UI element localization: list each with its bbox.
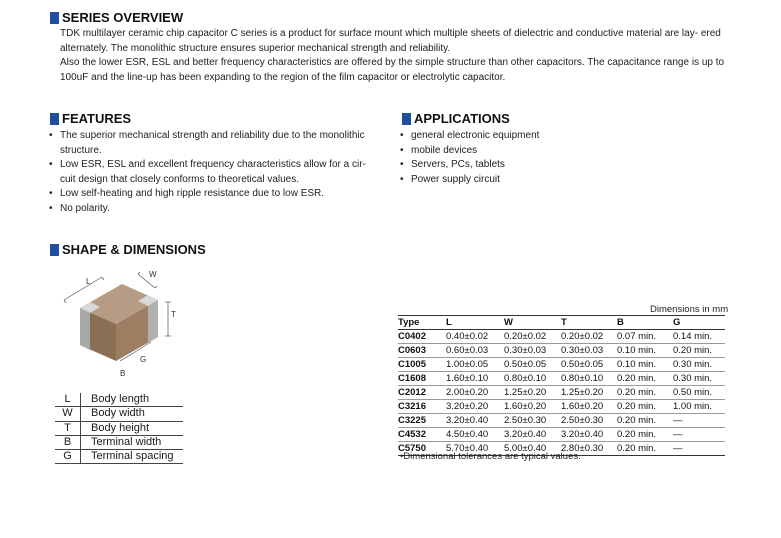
applications-item: • Servers, PCs, tablets xyxy=(400,158,700,173)
overview-paragraph-2: Also the lower ESR, ESL and better frequency characteristics are offered by the simple structure than other capacitors. The capacitance range is up to 100uF and the line-up has been expanding to the region of the film capacitor or electrolytic capacitor. xyxy=(60,57,725,83)
dimension-cell: 3.20±0.40 xyxy=(446,414,504,428)
type-cell: C0603 xyxy=(398,344,446,358)
label-g: G xyxy=(140,355,147,364)
label-b: B xyxy=(120,369,126,378)
table-row xyxy=(398,372,725,386)
dimension-cell: 3.20±0.20 xyxy=(446,400,504,414)
dimension-cell: 0.30±0.03 xyxy=(504,344,561,358)
type-cell: C1005 xyxy=(398,358,446,372)
dimension-cell: 0.10 min. xyxy=(617,344,673,358)
legend-symbol: W xyxy=(55,407,81,420)
dimension-legend xyxy=(55,393,183,464)
features-item: • The superior mechanical strength and reliability due to the monolithic structure. xyxy=(49,129,384,158)
series-overview-heading xyxy=(50,10,183,25)
applications-list xyxy=(400,129,700,187)
legend-row xyxy=(55,407,183,421)
dimensions-caption: Dimensions in mm xyxy=(650,304,729,315)
applications-heading xyxy=(402,111,510,126)
dimension-cell: 0.20 min. xyxy=(673,344,725,358)
legend-description: Body width xyxy=(91,407,145,420)
type-cell: C4532 xyxy=(398,428,446,442)
dimension-cell: 0.20±0.02 xyxy=(561,330,617,344)
features-list xyxy=(49,129,384,217)
series-overview-text xyxy=(60,27,740,85)
terminal-front-left xyxy=(80,308,90,350)
section-marker-icon xyxy=(50,244,59,256)
features-title: FEATURES xyxy=(62,111,132,126)
table-row xyxy=(398,414,725,428)
legend-description: Body height xyxy=(91,421,150,434)
shape-dimensions-heading xyxy=(50,242,206,257)
dimension-cell: 1.00±0.05 xyxy=(446,358,504,372)
dimension-cell: — xyxy=(673,442,725,456)
dimension-cell: 0.80±0.10 xyxy=(504,372,561,386)
table-row xyxy=(398,330,725,344)
legend-row xyxy=(55,422,183,436)
dimension-cell: 0.20 min. xyxy=(617,372,673,386)
dimension-cell: 1.25±0.20 xyxy=(504,386,561,400)
dimension-cell: 0.07 min. xyxy=(617,330,673,344)
column-header: W xyxy=(504,316,561,330)
features-item: • Low self-heating and high ripple resistance due to low ESR. xyxy=(49,187,384,202)
legend-symbol: B xyxy=(55,436,81,449)
label-w: W xyxy=(149,270,157,279)
section-marker-icon xyxy=(50,12,59,24)
column-header: L xyxy=(446,316,504,330)
dimension-cell: 1.60±0.20 xyxy=(561,400,617,414)
dimension-cell: 2.80±0.30 xyxy=(561,442,617,456)
table-row xyxy=(398,386,725,400)
type-cell: C5750 xyxy=(398,442,446,456)
type-cell: C3216 xyxy=(398,400,446,414)
dimension-cell: 3.20±0.40 xyxy=(561,428,617,442)
features-item: • Low ESR, ESL and excellent frequency characteristics allow for a cir- cuit design that closely conforms to theoretical values. xyxy=(49,158,384,187)
features-item: • No polarity. xyxy=(49,202,384,217)
dimension-cell: 1.60±0.10 xyxy=(446,372,504,386)
dimensions-table xyxy=(398,315,725,456)
applications-item: • Power supply circuit xyxy=(400,173,700,188)
column-header: T xyxy=(561,316,617,330)
legend-description: Body length xyxy=(91,393,150,405)
dimensions-table-body xyxy=(398,330,725,456)
dimension-cell: 0.40±0.02 xyxy=(446,330,504,344)
dimension-cell: 5.70±0.40 xyxy=(446,442,504,456)
type-cell: C0402 xyxy=(398,330,446,344)
dimension-cell: 0.80±0.10 xyxy=(561,372,617,386)
column-header: B xyxy=(617,316,673,330)
dimensions-note: •Dimensional tolerances are typical values. xyxy=(400,451,581,462)
dimension-cell: 1.60±0.20 xyxy=(504,400,561,414)
type-cell: C2012 xyxy=(398,386,446,400)
applications-item: • mobile devices xyxy=(400,144,700,159)
dimension-cell: — xyxy=(673,428,725,442)
legend-description: Terminal spacing xyxy=(91,450,174,463)
dimension-cell: 4.50±0.40 xyxy=(446,428,504,442)
table-row xyxy=(398,428,725,442)
dimension-cell: 0.30 min. xyxy=(673,372,725,386)
overview-paragraph-1: TDK multilayer ceramic chip capacitor C series is a product for surface mount which multiple sheets of dielectric and conductive material are lay- ered alternately. The monolithic structure ensures superior mechanical strength and reliability. xyxy=(60,28,721,54)
label-t: T xyxy=(171,310,176,319)
dimension-cell: 0.10 min. xyxy=(617,358,673,372)
dimension-cell: 0.20 min. xyxy=(617,386,673,400)
legend-row xyxy=(55,393,183,407)
legend-row xyxy=(55,450,183,464)
dimension-cell: — xyxy=(673,414,725,428)
dimension-cell: 0.30±0.03 xyxy=(561,344,617,358)
series-overview-title: SERIES OVERVIEW xyxy=(62,10,184,25)
legend-symbol: T xyxy=(55,422,81,435)
applications-title: APPLICATIONS xyxy=(414,111,510,126)
section-marker-icon xyxy=(402,113,411,125)
dimension-cell: 0.20 min. xyxy=(617,400,673,414)
chip-capacitor-diagram xyxy=(52,262,197,387)
dimension-cell: 0.50 min. xyxy=(673,386,725,400)
legend-row xyxy=(55,436,183,450)
label-l: L xyxy=(86,277,91,286)
table-row xyxy=(398,358,725,372)
table-header-row xyxy=(398,316,725,330)
dimension-cell: 2.00±0.20 xyxy=(446,386,504,400)
legend-symbol: L xyxy=(55,393,81,406)
dimension-cell: 3.20±0.40 xyxy=(504,428,561,442)
dimension-cell: 0.20±0.02 xyxy=(504,330,561,344)
type-cell: C3225 xyxy=(398,414,446,428)
dimension-cell: 0.50±0.05 xyxy=(504,358,561,372)
dimension-cell: 0.20 min. xyxy=(617,414,673,428)
legend-description: Terminal width xyxy=(91,435,162,448)
dimension-cell: 0.20 min. xyxy=(617,428,673,442)
features-heading xyxy=(50,111,131,126)
column-header: G xyxy=(673,316,725,330)
legend-symbol: G xyxy=(55,450,81,463)
dimension-cell: 1.00 min. xyxy=(673,400,725,414)
table-row xyxy=(398,344,725,358)
table-row xyxy=(398,400,725,414)
shape-dimensions-title: SHAPE & DIMENSIONS xyxy=(62,242,206,257)
terminal-side-right xyxy=(148,300,158,343)
column-header: Type xyxy=(398,316,446,330)
dimension-cell: 0.50±0.05 xyxy=(561,358,617,372)
dimension-cell: 5.00±0.40 xyxy=(504,442,561,456)
type-cell: C1608 xyxy=(398,372,446,386)
section-marker-icon xyxy=(50,113,59,125)
dimension-cell: 1.25±0.20 xyxy=(561,386,617,400)
dimension-cell: 0.14 min. xyxy=(673,330,725,344)
dimension-cell: 2.50±0.30 xyxy=(504,414,561,428)
dimension-cell: 0.20 min. xyxy=(617,442,673,456)
dimension-cell: 2.50±0.30 xyxy=(561,414,617,428)
dimension-cell: 0.30 min. xyxy=(673,358,725,372)
dimension-cell: 0.60±0.03 xyxy=(446,344,504,358)
applications-item: • general electronic equipment xyxy=(400,129,700,144)
